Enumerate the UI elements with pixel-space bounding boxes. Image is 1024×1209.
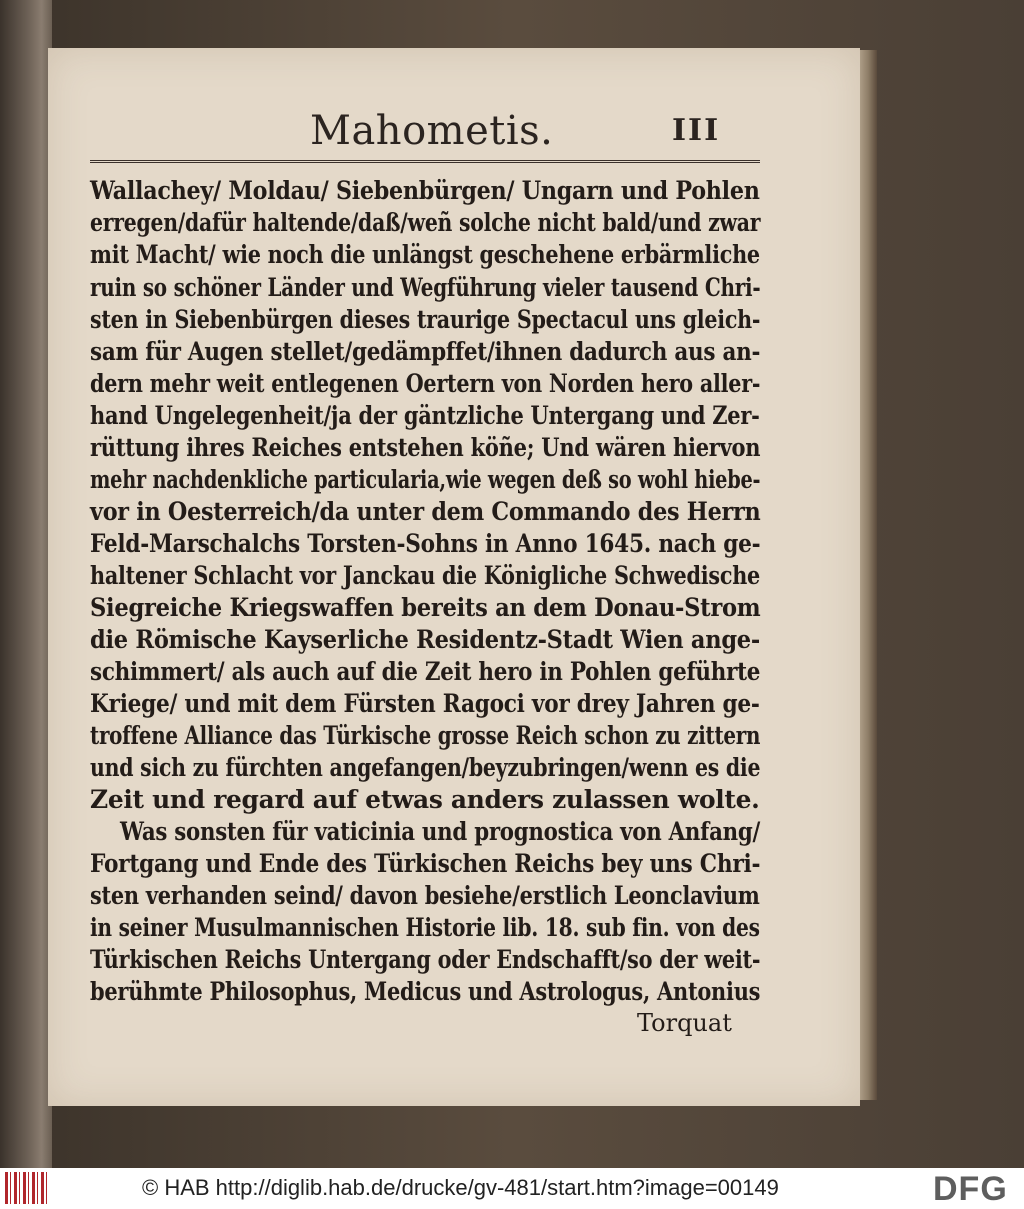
text-line: vor in Oesterreich/da unter dem Commando des Herrn — [90, 497, 761, 526]
header-rule — [90, 160, 760, 163]
dfg-logo: DFG — [933, 1170, 1008, 1208]
running-title: Mahometis. — [310, 108, 554, 154]
text-line: sten verhanden seind/ davon besiehe/erstlich Leonclavium — [90, 881, 760, 910]
text-line: ruin so schöner Länder und Wegführung vieler tausend Chri- — [90, 273, 761, 302]
text-line: berühmte Philosophus, Medicus und Astrologus, Antonius — [90, 977, 761, 1006]
text-line: Wallachey/ Moldau/ Siebenbürgen/ Ungarn und Pohlen — [90, 176, 760, 205]
text-line: sten in Siebenbürgen dieses traurige Spectacul uns gleich- — [90, 305, 761, 334]
barcode-icon — [5, 1172, 47, 1204]
text-line: und sich zu fürchten angefangen/beyzubringen/wenn es die — [90, 753, 761, 782]
text-line: mehr nachdenkliche particularia,wie wegen deß so wohl hiebe- — [90, 465, 761, 494]
text-line: Zeit und regard auf etwas anders zulassen wolte. — [90, 785, 760, 814]
text-line: Feld-Marschalchs Torsten-Sohns in Anno 1645. nach ge- — [90, 529, 761, 558]
text-line: troffene Alliance das Türkische grosse Reich schon zu zittern — [90, 721, 761, 750]
text-line: in seiner Musulmannischen Historie lib. 18. sub fin. von des — [90, 913, 760, 942]
text-line: erregen/dafür haltende/daß/weñ solche nicht bald/und zwar — [90, 208, 761, 237]
text-line: sam für Augen stellet/gedämpffet/ihnen dadurch aus an- — [90, 337, 761, 366]
text-line: dern mehr weit entlegenen Oertern von Norden hero aller- — [90, 369, 761, 398]
copyright-link[interactable]: © HAB http://diglib.hab.de/drucke/gv-481/start.htm?image=00149 — [142, 1175, 779, 1200]
text-line: Kriege/ und mit dem Fürsten Ragoci vor drey Jahren ge- — [90, 689, 760, 718]
text-line: Was sonsten für vaticinia und prognostica von Anfang/ — [120, 817, 761, 846]
facing-page-edge — [0, 0, 52, 1168]
text-line: Türkischen Reichs Untergang oder Endschafft/so der weit- — [90, 945, 761, 974]
page-number: III — [672, 113, 721, 148]
text-line: haltener Schlacht vor Janckau die Königliche Schwedische — [90, 561, 761, 590]
text-line: schimmert/ als auch auf die Zeit hero in Pohlen geführte — [90, 657, 761, 686]
text-line: Siegreiche Kriegswaffen bereits an dem Donau-Strom — [90, 593, 761, 622]
catchword: Torquat — [637, 1009, 732, 1037]
text-line: die Römische Kayserliche Residentz-Stadt Wien ange- — [90, 625, 760, 654]
text-line: hand Ungelegenheit/ja der gäntzliche Untergang und Zer- — [90, 401, 760, 430]
text-line: Fortgang und Ende des Türkischen Reichs bey uns Chri- — [90, 849, 761, 878]
text-line: rüttung ihres Reiches entstehen köñe; Und wären hiervon — [90, 433, 761, 462]
text-line: mit Macht/ wie noch die unlängst geschehene erbärmliche — [90, 240, 760, 269]
